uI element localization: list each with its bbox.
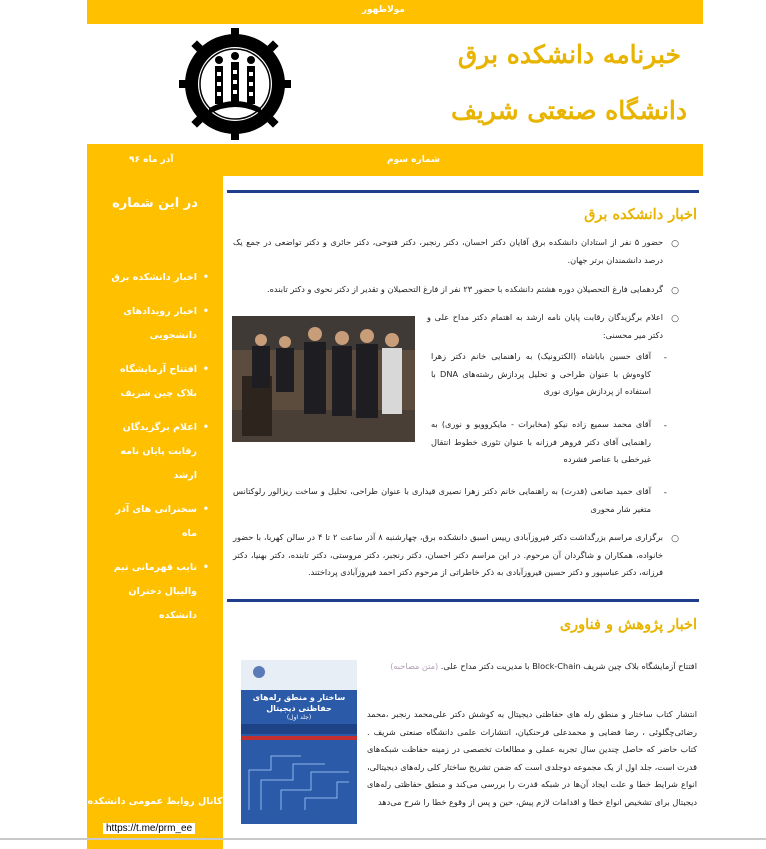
book-cover — [241, 660, 357, 824]
sidebar-item[interactable]: • سخنرانی های آذر ماه — [99, 498, 209, 546]
book-cover-illustration — [241, 660, 357, 824]
header — [87, 24, 703, 144]
book-title: ساختار و منطق رله‌های حفاظتی دیجیتال — [252, 693, 346, 713]
research-item — [367, 658, 697, 676]
section-title-faculty-news: اخبار دانشکده برق — [584, 206, 697, 223]
sidebar-item[interactable]: • نایب قهرمانی تیم والیبال دختران دانشکده — [99, 556, 209, 628]
top-tag: مولاظهور — [361, 5, 405, 15]
dash-icon: - — [663, 421, 667, 431]
newsletter-page — [87, 0, 703, 849]
research-item-text: افتتاح آزمایشگاه بلاک چین شریف Block-Chain با مدیریت دکتر مداح علی. — [440, 661, 697, 671]
channel-label: کانال روابط عمومی دانشکده — [87, 796, 223, 807]
sidebar-item[interactable]: • اعلام برگزیدگان رقابت پایان نامه ارشد — [99, 416, 209, 488]
main-content — [227, 176, 703, 849]
section-divider — [227, 599, 699, 602]
award-winner: آقای محمد سمیع زاده نیکو (مخابرات - مایکروویو و نوری) به راهنمایی آقای دکتر فروهر فرزانه با عنوان تئوری خطوط انتقال غیرخطی با عناصر فشرده — [431, 419, 651, 464]
news-item: اعلام برگزیدگان رقابت پایان نامه ارشد به اهتمام دکتر مداح علی و دکتر میر محسنی: — [427, 312, 663, 340]
sidebar-item[interactable]: • اخبار دانشکده برق — [99, 266, 209, 290]
interview-link[interactable]: (متن مصاحبه) — [390, 661, 439, 671]
bullet-icon: ○ — [671, 314, 679, 324]
top-strip — [87, 0, 703, 24]
news-item: حضور ۵ نفر از استادان دانشکده برق آقایان دکتر احسان، دکتر رنجبر، دکتر فتوحی، دکتر حائری و دکتر تواضعی در جمع یک درصد دانشمندان برتر جهان. — [233, 237, 664, 265]
research-item: انتشار کتاب ساختار و منطق رله های حفاظتی دیجیتال به کوشش دکتر علی‌محمد رنجبر ،محمد رضائی‌چگلوئی ، رضا فضایی و محمدعلی فرحنکیان، انتشارات علمی دانشگاه صنعتی شریف . کتاب حاضر که حاصل چندین سال تجربه عملی و مطالعات تخصصی در زمینه حفاظت شبکه‌های قدرت است، جلد اول از یک مجموعه دوجلدی است که ضمن تشریح ساختار کلی رله‌های دیجیتالی، انواع شرایط خطا و علت ایجاد آن‌ها در شبکه قدرت را بررسی می‌کند و منطق حفاظتی رله‌های دیجیتال برای تشخیص انواع خطا و اقدامات لازم پیش، حین و پس از وقوع خطا را شرح می‌دهد — [367, 709, 697, 807]
award-photo-illustration — [232, 316, 415, 442]
dash-icon: - — [663, 488, 667, 498]
award-winner: آقای حسین باباشاه (الکترونیک) به راهنمایی خانم دکتر زهرا کاوه‌وش با عنوان طراحی و تحلیل پردازش رشته‌های DNA با استفاده از پردازش موازی نوری — [431, 351, 651, 396]
bullet-icon: ○ — [671, 534, 679, 544]
news-item: برگزاری مراسم بزرگداشت دکتر فیروزآبادی رییس اسبق دانشکده برق، چهارشنبه ۸ آذر ساعت ۲ تا ۴ در سالن کهربا، با حضور خانواده، همکاران و شاگردان آن مرحوم. در این مراسم دکتر احسان، دکتر رنجبر، دکتر مروستی، دکتر تابنده، دکتر بهنیا، دکتر فرزانه، دکتر عباسپور و دکتر حسین فیروزآبادی به ذکر خاطراتی از مرحوم دکتر احمد فیروزآبادی پرداختند. — [233, 532, 664, 577]
issue-bar — [87, 144, 703, 176]
dash-icon: - — [663, 353, 667, 363]
university-title: دانشگاه صنعتی شریف — [450, 96, 687, 125]
page-bottom-line — [0, 838, 766, 840]
sidebar-list — [99, 266, 209, 638]
sidebar-heading: در این شماره — [112, 196, 198, 211]
sidebar-item[interactable]: • افتتاح آزمایشگاه بلاک چین شریف — [99, 358, 209, 406]
issue-number: شماره سوم — [387, 155, 440, 165]
bullet-icon: ○ — [671, 239, 679, 249]
section-title-research-news: اخبار پژوهش و فناوری — [559, 616, 697, 633]
bullet-icon: ○ — [671, 286, 679, 296]
award-winner: آقای حمید صانعی (قدرت) به راهنمایی خانم دکتر زهرا نصیری قیداری با عنوان طراحی، تحلیل و ساخت ریزالور رلوکتانس متغیر شار محوری — [233, 486, 651, 514]
award-photo — [232, 316, 415, 442]
sidebar — [87, 176, 223, 849]
news-item: گردهمایی فارغ التحصیلان دوره هشتم دانشکده با حضور ۲۳ نفر از فارغ التحصیلان و تقدیر از دکتر نحوی و دکتر تابنده. — [267, 284, 663, 294]
book-subtitle: (جلد اول) — [286, 714, 312, 721]
channel-link[interactable]: https://t.me/prm_ee — [103, 823, 195, 834]
issue-date: آذر ماه ۹۶ — [129, 155, 174, 165]
sidebar-item[interactable]: • اخبار رویدادهای دانشجویی — [99, 300, 209, 348]
section-divider — [227, 190, 699, 193]
newsletter-title: خبرنامه دانشکده برق — [457, 40, 681, 69]
university-seal-logo — [179, 28, 291, 140]
